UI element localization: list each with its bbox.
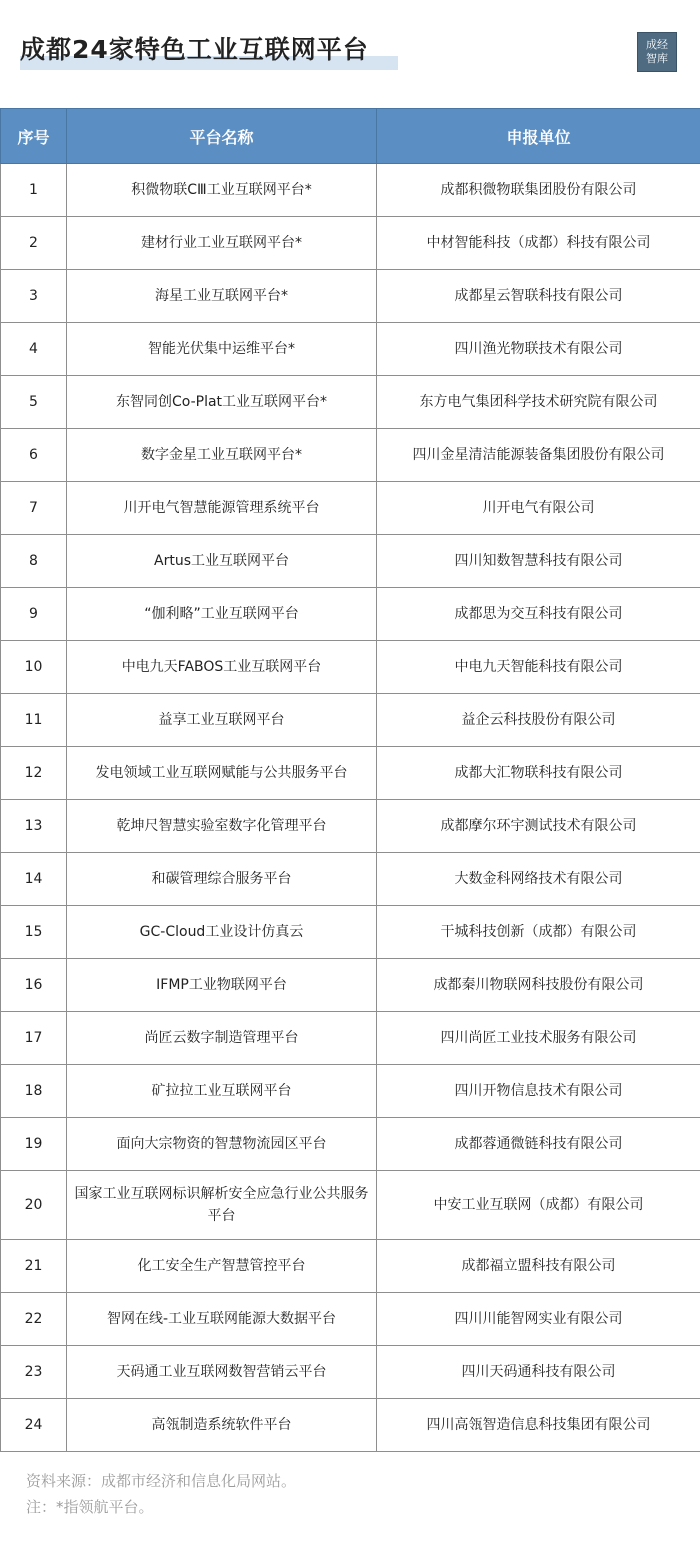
cell-platform-name: 发电领域工业互联网赋能与公共服务平台 — [67, 747, 377, 800]
cell-index: 1 — [1, 164, 67, 217]
header-platform-name: 平台名称 — [67, 109, 377, 164]
cell-index: 19 — [1, 1118, 67, 1171]
cell-index: 23 — [1, 1346, 67, 1399]
table-row — [1, 217, 700, 270]
cell-platform-name: “伽利略”工业互联网平台 — [67, 588, 377, 641]
logo-text: 成经智库 — [646, 38, 668, 65]
table-row — [1, 535, 700, 588]
cell-applicant-unit: 四川尚匠工业技术服务有限公司 — [377, 1012, 700, 1065]
cell-index: 2 — [1, 217, 67, 270]
cell-index: 6 — [1, 429, 67, 482]
cell-platform-name: Artus工业互联网平台 — [67, 535, 377, 588]
cell-platform-name: GC-Cloud工业设计仿真云 — [67, 906, 377, 959]
source-note: 资料来源：成都市经济和信息化局网站。 — [26, 1472, 297, 1490]
table-row — [1, 853, 700, 906]
table-row — [1, 800, 700, 853]
table-row — [1, 1399, 700, 1452]
header — [0, 0, 700, 108]
table-body — [1, 164, 700, 1452]
table-row — [1, 906, 700, 959]
table-row — [1, 747, 700, 800]
cell-platform-name: 建材行业工业互联网平台* — [67, 217, 377, 270]
cell-applicant-unit: 成都蓉通微链科技有限公司 — [377, 1118, 700, 1171]
cell-index: 21 — [1, 1240, 67, 1293]
cell-applicant-unit: 成都摩尔环宇测试技术有限公司 — [377, 800, 700, 853]
cell-index: 24 — [1, 1399, 67, 1452]
cell-index: 13 — [1, 800, 67, 853]
cell-index: 9 — [1, 588, 67, 641]
cell-platform-name: 东智同创Co-Plat工业互联网平台* — [67, 376, 377, 429]
footnote: 注：*指领航平台。 — [26, 1498, 154, 1516]
cell-platform-name: 智能光伏集中运维平台* — [67, 323, 377, 376]
cell-platform-name: 化工安全生产智慧管控平台 — [67, 1240, 377, 1293]
table-row — [1, 376, 700, 429]
cell-applicant-unit: 成都大汇物联科技有限公司 — [377, 747, 700, 800]
cell-applicant-unit: 川开电气有限公司 — [377, 482, 700, 535]
cell-applicant-unit: 成都秦川物联网科技股份有限公司 — [377, 959, 700, 1012]
cell-applicant-unit: 中安工业互联网（成都）有限公司 — [377, 1171, 700, 1240]
footer — [26, 1468, 296, 1520]
table-row — [1, 1065, 700, 1118]
cell-platform-name: 益享工业互联网平台 — [67, 694, 377, 747]
cell-index: 14 — [1, 853, 67, 906]
cell-platform-name: 高瓴制造系统软件平台 — [67, 1399, 377, 1452]
table-row — [1, 270, 700, 323]
cell-platform-name: IFMP工业物联网平台 — [67, 959, 377, 1012]
table-row — [1, 1240, 700, 1293]
header-applicant-unit: 申报单位 — [377, 109, 700, 164]
cell-applicant-unit: 干城科技创新（成都）有限公司 — [377, 906, 700, 959]
table-row — [1, 694, 700, 747]
cell-applicant-unit: 四川天码通科技有限公司 — [377, 1346, 700, 1399]
cell-platform-name: 川开电气智慧能源管理系统平台 — [67, 482, 377, 535]
cell-applicant-unit: 成都思为交互科技有限公司 — [377, 588, 700, 641]
cell-applicant-unit: 成都星云智联科技有限公司 — [377, 270, 700, 323]
table-row — [1, 641, 700, 694]
table-row — [1, 323, 700, 376]
table-row — [1, 1293, 700, 1346]
cell-platform-name: 中电九天FABOS工业互联网平台 — [67, 641, 377, 694]
table-row — [1, 588, 700, 641]
cell-applicant-unit: 中电九天智能科技有限公司 — [377, 641, 700, 694]
cell-platform-name: 海星工业互联网平台* — [67, 270, 377, 323]
cell-platform-name: 积微物联CⅢ工业互联网平台* — [67, 164, 377, 217]
cell-platform-name: 尚匠云数字制造管理平台 — [67, 1012, 377, 1065]
cell-applicant-unit: 益企云科技股份有限公司 — [377, 694, 700, 747]
cell-index: 20 — [1, 1171, 67, 1240]
cell-platform-name: 矿拉拉工业互联网平台 — [67, 1065, 377, 1118]
cell-platform-name: 和碳管理综合服务平台 — [67, 853, 377, 906]
table-row — [1, 1346, 700, 1399]
cell-index: 18 — [1, 1065, 67, 1118]
table-row — [1, 164, 700, 217]
cell-platform-name: 智网在线-工业互联网能源大数据平台 — [67, 1293, 377, 1346]
cell-applicant-unit: 四川开物信息技术有限公司 — [377, 1065, 700, 1118]
page-title: 成都24家特色工业互联网平台 — [20, 35, 369, 64]
cell-applicant-unit: 四川知数智慧科技有限公司 — [377, 535, 700, 588]
cell-index: 16 — [1, 959, 67, 1012]
table-header-row — [1, 109, 700, 164]
cell-index: 3 — [1, 270, 67, 323]
cell-index: 22 — [1, 1293, 67, 1346]
table-row — [1, 1171, 700, 1240]
cell-platform-name: 乾坤尺智慧实验室数字化管理平台 — [67, 800, 377, 853]
cell-index: 4 — [1, 323, 67, 376]
cell-applicant-unit: 四川渔光物联技术有限公司 — [377, 323, 700, 376]
cell-platform-name: 数字金星工业互联网平台* — [67, 429, 377, 482]
table-row — [1, 1012, 700, 1065]
table-row — [1, 482, 700, 535]
cell-index: 15 — [1, 906, 67, 959]
cell-applicant-unit: 四川川能智网实业有限公司 — [377, 1293, 700, 1346]
table-row — [1, 429, 700, 482]
cell-platform-name: 天码通工业互联网数智营销云平台 — [67, 1346, 377, 1399]
cell-platform-name: 面向大宗物资的智慧物流园区平台 — [67, 1118, 377, 1171]
logo — [637, 32, 677, 72]
cell-index: 5 — [1, 376, 67, 429]
table-row — [1, 1118, 700, 1171]
cell-index: 17 — [1, 1012, 67, 1065]
cell-index: 12 — [1, 747, 67, 800]
cell-applicant-unit: 大数金科网络技术有限公司 — [377, 853, 700, 906]
cell-applicant-unit: 四川高瓴智造信息科技集团有限公司 — [377, 1399, 700, 1452]
cell-applicant-unit: 中材智能科技（成都）科技有限公司 — [377, 217, 700, 270]
cell-applicant-unit: 成都积微物联集团股份有限公司 — [377, 164, 700, 217]
table-row — [1, 959, 700, 1012]
cell-index: 7 — [1, 482, 67, 535]
header-index: 序号 — [1, 109, 67, 164]
cell-applicant-unit: 四川金星清洁能源装备集团股份有限公司 — [377, 429, 700, 482]
cell-index: 10 — [1, 641, 67, 694]
cell-platform-name: 国家工业互联网标识解析安全应急行业公共服务平台 — [67, 1171, 377, 1240]
platform-table — [0, 108, 700, 1452]
cell-index: 8 — [1, 535, 67, 588]
cell-applicant-unit: 东方电气集团科学技术研究院有限公司 — [377, 376, 700, 429]
cell-applicant-unit: 成都福立盟科技有限公司 — [377, 1240, 700, 1293]
cell-index: 11 — [1, 694, 67, 747]
